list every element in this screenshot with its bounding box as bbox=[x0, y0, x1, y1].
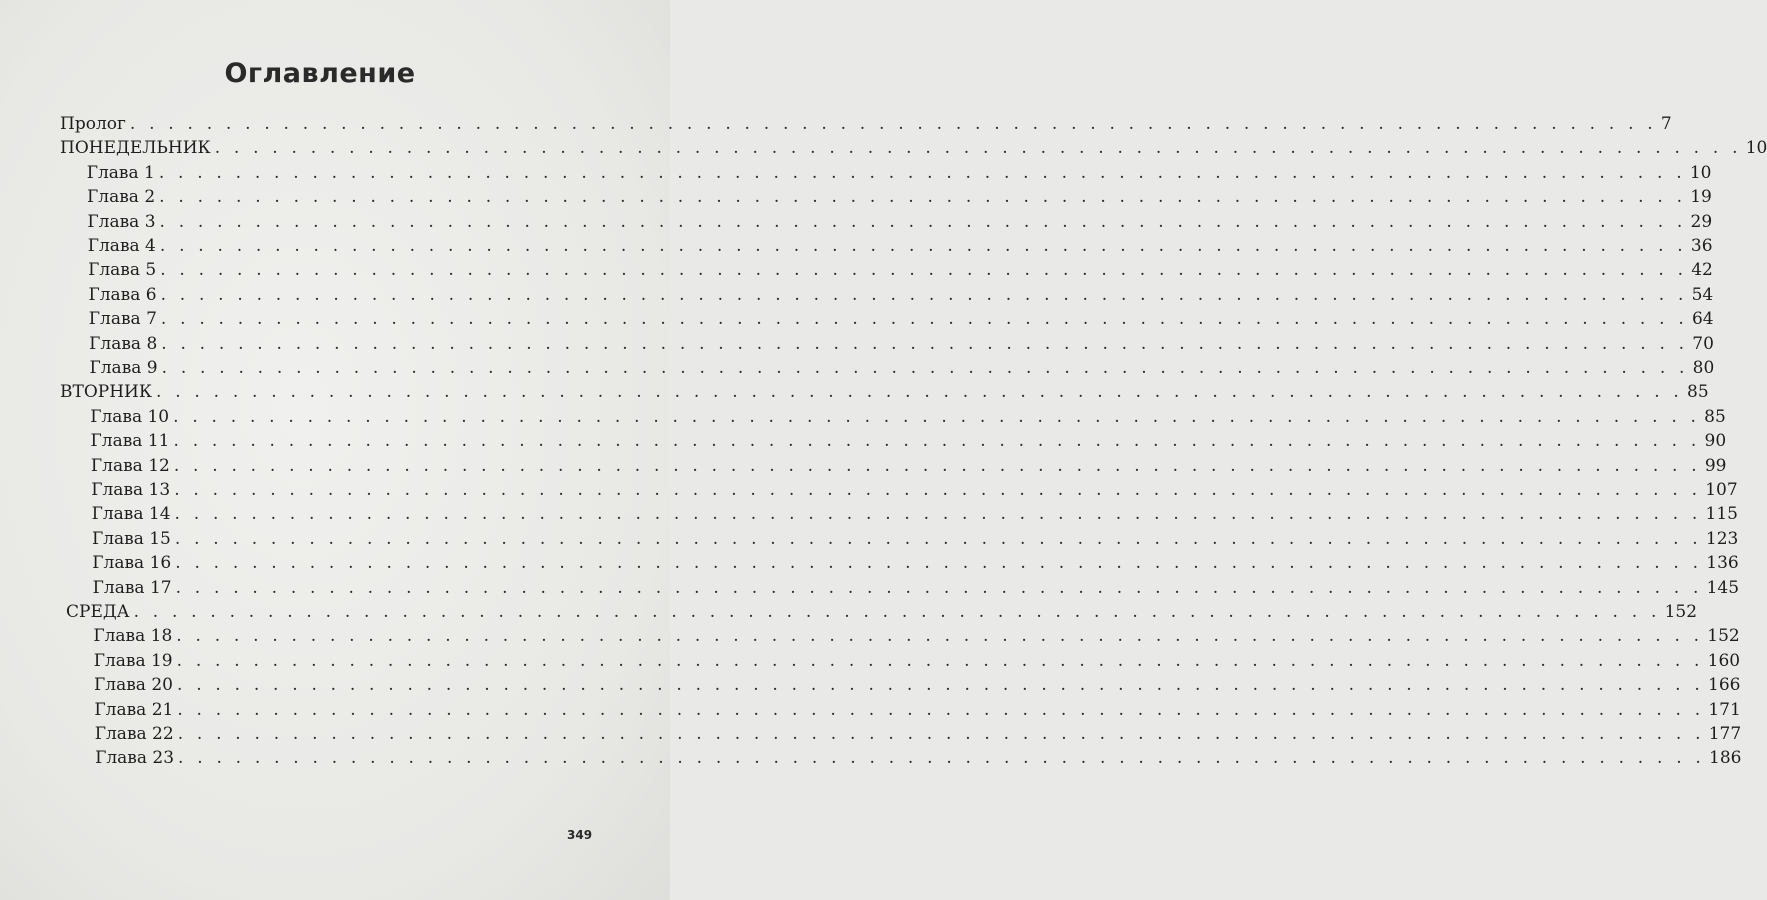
toc-entry-page: 99 bbox=[1704, 455, 1727, 476]
toc-entry-page: 115 bbox=[1705, 504, 1738, 525]
toc-leader-dots: . . . . . . . . . . . . . . . . . . . . . . . . . . . . . . . . . . . . . . . . . . . . . . . . . . . . . . . . . . . . . . . . . . . . . . . . . . . . . . . . bbox=[160, 260, 1688, 281]
toc-leader-dots: . . . . . . . . . . . . . . . . . . . . . . . . . . . . . . . . . . . . . . . . . . . . . . . . . . . . . . . . . . . . . . . . . . . . . . . . . . . . . . . . bbox=[173, 406, 1701, 427]
toc-entry-label: Глава 17 bbox=[92, 577, 172, 598]
toc-leader-dots: . . . . . . . . . . . . . . . . . . . . . . . . . . . . . . . . . . . . . . . . . . . . . . . . . . . . . . . . . . . . . . . . . . . . . . . . . . . . . . . . bbox=[174, 504, 1702, 525]
toc-entry-page: 10 bbox=[1689, 162, 1712, 183]
toc-entry-page: 177 bbox=[1708, 724, 1742, 744]
toc-leader-dots: . . . . . . . . . . . . . . . . . . . . . . . . . . . . . . . . . . . . . . . . . . . . . . . . . . . . . . . . . . . . . . . . . . . . . . . . . . . . . . . . bbox=[173, 455, 1701, 476]
toc-entry bbox=[95, 746, 1742, 770]
toc-entry-label: ПОНЕДЕЛЬНИК bbox=[60, 138, 211, 159]
toc-entry-page: 123 bbox=[1705, 528, 1739, 549]
toc-entry bbox=[91, 527, 1739, 551]
toc-entry-page: 36 bbox=[1690, 236, 1713, 256]
toc-entry-label: Глава 19 bbox=[93, 650, 173, 671]
toc-entry-label: Глава 6 bbox=[88, 284, 157, 305]
toc-entry-label: Глава 23 bbox=[95, 748, 175, 769]
toc-entry bbox=[66, 600, 1698, 624]
toc-leader-dots: . . . . . . . . . . . . . . . . . . . . . . . . . . . . . . . . . . . . . . . . . . . . . . . . . . . . . . . . . . . . . . . . . . . . . . . . . . . . . . . . bbox=[176, 626, 1704, 647]
toc-entry-page: 107 bbox=[1705, 480, 1738, 500]
toc-entry bbox=[60, 380, 1709, 404]
toc-entry-label: Глава 13 bbox=[91, 480, 171, 500]
toc-entry bbox=[88, 307, 1714, 331]
toc-entry-label: Глава 3 bbox=[87, 211, 156, 232]
toc-entry bbox=[91, 502, 1738, 526]
toc-entry bbox=[89, 356, 1715, 380]
toc-entry bbox=[94, 673, 1741, 697]
toc-leader-dots: . . . . . . . . . . . . . . . . . . . . . . . . . . . . . . . . . . . . . . . . . . . . . . . . . . . . . . . . . . . . . . . . . . . . . . . . . . . . . . . . bbox=[161, 333, 1689, 354]
toc-entry-page: 54 bbox=[1691, 284, 1714, 305]
toc-entry-page: 152 bbox=[1664, 602, 1698, 622]
toc-entry bbox=[90, 429, 1727, 453]
toc-entry-page: 186 bbox=[1709, 748, 1742, 769]
toc-entry bbox=[93, 649, 1741, 673]
toc-entry-label: Глава 10 bbox=[90, 406, 170, 427]
toc-leader-dots: . . . . . . . . . . . . . . . . . . . . . . . . . . . . . . . . . . . . . . . . . . . . . . . . . . . . . . . . . . . . . . . . . . . . . . . . . . . . . . . . bbox=[133, 602, 1661, 622]
toc-entry-page: 42 bbox=[1691, 260, 1713, 281]
toc-entry-page: 152 bbox=[1707, 626, 1740, 647]
toc-leader-dots: . . . . . . . . . . . . . . . . . . . . . . . . . . . . . . . . . . . . . . . . . . . . . . . . . . . . . . . . . . . . . . . . . . . . . . . . . . . . . . . . bbox=[175, 553, 1703, 574]
toc-entry-label: Глава 18 bbox=[93, 626, 173, 647]
toc-leader-dots: . . . . . . . . . . . . . . . . . . . . . . . . . . . . . . . . . . . . . . . . . . . . . . . . . . . . . . . . . . . . . . . . . . . . . . . . . . . . . . . . bbox=[159, 187, 1687, 208]
toc-entry-page: 10 bbox=[1745, 138, 1767, 159]
toc-entry-label: Глава 11 bbox=[90, 431, 170, 452]
toc-entry bbox=[93, 624, 1740, 648]
toc-entry bbox=[94, 722, 1742, 746]
toc-entry bbox=[92, 551, 1739, 575]
toc-entry-page: 171 bbox=[1708, 699, 1741, 720]
toc-entry-label: Глава 2 bbox=[87, 187, 156, 208]
toc-entry-page: 145 bbox=[1706, 577, 1740, 598]
toc-leader-dots: . . . . . . . . . . . . . . . . . . . . . . . . . . . . . . . . . . . . . . . . . . . . . . . . . . . . . . . . . . . . . . . . . . . . . . . . . . . . . . . . bbox=[214, 138, 1742, 159]
toc-entry-label: Глава 20 bbox=[94, 675, 173, 696]
toc-entry bbox=[88, 283, 1714, 307]
toc-leader-dots: . . . . . . . . . . . . . . . . . . . . . . . . . . . . . . . . . . . . . . . . . . . . . . . . . . . . . . . . . . . . . . . . . . . . . . . . . . . . . . . . bbox=[176, 675, 1704, 696]
toc-leader-dots: . . . . . . . . . . . . . . . . . . . . . . . . . . . . . . . . . . . . . . . . . . . . . . . . . . . . . . . . . . . . . . . . . . . . . . . . . . . . . . . . bbox=[177, 699, 1705, 720]
toc-entry bbox=[87, 234, 1713, 258]
toc-entry-label: Глава 12 bbox=[90, 455, 170, 476]
toc-entry-page: 64 bbox=[1691, 309, 1714, 330]
toc-entry-label: Глава 7 bbox=[88, 309, 157, 330]
page-number: 349 bbox=[567, 828, 593, 842]
toc-entry-label: Глава 1 bbox=[86, 162, 155, 183]
toc-leader-dots: . . . . . . . . . . . . . . . . . . . . . . . . . . . . . . . . . . . . . . . . . . . . . . . . . . . . . . . . . . . . . . . . . . . . . . . . . . . . . . . . bbox=[156, 382, 1684, 403]
toc-entry-label: Глава 9 bbox=[89, 358, 158, 378]
toc-entry-label: Глава 16 bbox=[92, 553, 172, 574]
toc-entry bbox=[87, 185, 1712, 209]
toc-leader-dots: . . . . . . . . . . . . . . . . . . . . . . . . . . . . . . . . . . . . . . . . . . . . . . . . . . . . . . . . . . . . . . . . . . . . . . . . . . . . . . . . bbox=[160, 309, 1688, 330]
toc-entry bbox=[92, 576, 1740, 600]
toc-leader-dots: . . . . . . . . . . . . . . . . . . . . . . . . . . . . . . . . . . . . . . . . . . . . . . . . . . . . . . . . . . . . . . . . . . . . . . . . . . . . . . . . bbox=[161, 358, 1689, 378]
toc-leader-dots: . . . . . . . . . . . . . . . . . . . . . . . . . . . . . . . . . . . . . . . . . . . . . . . . . . . . . . . . . . . . . . . . . . . . . . . . . . . . . . . . bbox=[178, 748, 1706, 769]
toc-entry-label: Глава 22 bbox=[94, 724, 174, 744]
toc-entry bbox=[60, 136, 1767, 160]
toc-leader-dots: . . . . . . . . . . . . . . . . . . . . . . . . . . . . . . . . . . . . . . . . . . . . . . . . . . . . . . . . . . . . . . . . . . . . . . . . . . . . . . . . bbox=[160, 284, 1688, 305]
toc-entry bbox=[94, 698, 1741, 722]
toc-entry-page: 166 bbox=[1708, 675, 1741, 696]
toc-entry-label: Глава 8 bbox=[89, 333, 158, 354]
toc-entry bbox=[88, 258, 1713, 282]
toc-entry-page: 85 bbox=[1704, 406, 1726, 427]
toc-entry-page: 7 bbox=[1660, 114, 1672, 134]
toc-entry bbox=[89, 332, 1714, 356]
toc-entry-page: 136 bbox=[1706, 553, 1739, 574]
toc-entry-label: ВТОРНИК bbox=[60, 382, 153, 403]
toc-entry-page: 29 bbox=[1690, 211, 1713, 232]
toc-leader-dots: . . . . . . . . . . . . . . . . . . . . . . . . . . . . . . . . . . . . . . . . . . . . . . . . . . . . . . . . . . . . . . . . . . . . . . . . . . . . . . . . bbox=[174, 528, 1702, 549]
toc-entry bbox=[91, 478, 1738, 502]
toc-entry-page: 80 bbox=[1692, 358, 1715, 378]
toc-leader-dots: . . . . . . . . . . . . . . . . . . . . . . . . . . . . . . . . . . . . . . . . . . . . . . . . . . . . . . . . . . . . . . . . . . . . . . . . . . . . . . . . bbox=[173, 431, 1701, 452]
toc-entry-label: Пролог bbox=[60, 114, 126, 134]
toc-entry-page: 85 bbox=[1687, 382, 1709, 403]
toc-leader-dots: . . . . . . . . . . . . . . . . . . . . . . . . . . . . . . . . . . . . . . . . . . . . . . . . . . . . . . . . . . . . . . . . . . . . . . . . . . . . . . . . bbox=[177, 724, 1705, 744]
toc-entry-label: Глава 21 bbox=[94, 699, 174, 720]
toc-entry-label: Глава 14 bbox=[91, 504, 171, 525]
toc-leader-dots: . . . . . . . . . . . . . . . . . . . . . . . . . . . . . . . . . . . . . . . . . . . . . . . . . . . . . . . . . . . . . . . . . . . . . . . . . . . . . . . . bbox=[176, 650, 1704, 671]
toc-entry-page: 90 bbox=[1704, 431, 1727, 452]
toc-entry-page: 19 bbox=[1690, 187, 1712, 208]
toc-leader-dots: . . . . . . . . . . . . . . . . . . . . . . . . . . . . . . . . . . . . . . . . . . . . . . . . . . . . . . . . . . . . . . . . . . . . . . . . . . . . . . . . bbox=[159, 236, 1687, 256]
toc-leader-dots: . . . . . . . . . . . . . . . . . . . . . . . . . . . . . . . . . . . . . . . . . . . . . . . . . . . . . . . . . . . . . . . . . . . . . . . . . . . . . . . . bbox=[175, 577, 1703, 598]
toc-entry bbox=[90, 454, 1727, 478]
toc-entry-label: Глава 15 bbox=[91, 528, 171, 549]
toc-entry bbox=[60, 112, 1672, 136]
toc-leader-dots: . . . . . . . . . . . . . . . . . . . . . . . . . . . . . . . . . . . . . . . . . . . . . . . . . . . . . . . . . . . . . . . . . . . . . . . . . . . . . . . . bbox=[174, 480, 1702, 500]
toc-entry bbox=[86, 161, 1712, 185]
toc-entry-label: СРЕДА bbox=[66, 602, 130, 622]
toc-leader-dots: . . . . . . . . . . . . . . . . . . . . . . . . . . . . . . . . . . . . . . . . . . . . . . . . . . . . . . . . . . . . . . . . . . . . . . . . . . . . . . . . bbox=[159, 211, 1687, 232]
toc-entry-label: Глава 5 bbox=[88, 260, 157, 281]
page-title: Оглавление bbox=[224, 58, 416, 89]
toc-entry bbox=[87, 210, 1713, 234]
toc-leader-dots: . . . . . . . . . . . . . . . . . . . . . . . . . . . . . . . . . . . . . . . . . . . . . . . . . . . . . . . . . . . . . . . . . . . . . . . . . . . . . . . . bbox=[129, 114, 1657, 134]
toc-entry-page: 160 bbox=[1707, 650, 1741, 671]
toc-entry bbox=[90, 405, 1726, 429]
toc-entry-page: 70 bbox=[1692, 333, 1714, 354]
toc-leader-dots: . . . . . . . . . . . . . . . . . . . . . . . . . . . . . . . . . . . . . . . . . . . . . . . . . . . . . . . . . . . . . . . . . . . . . . . . . . . . . . . . bbox=[158, 162, 1686, 183]
toc-entry-label: Глава 4 bbox=[87, 236, 156, 256]
